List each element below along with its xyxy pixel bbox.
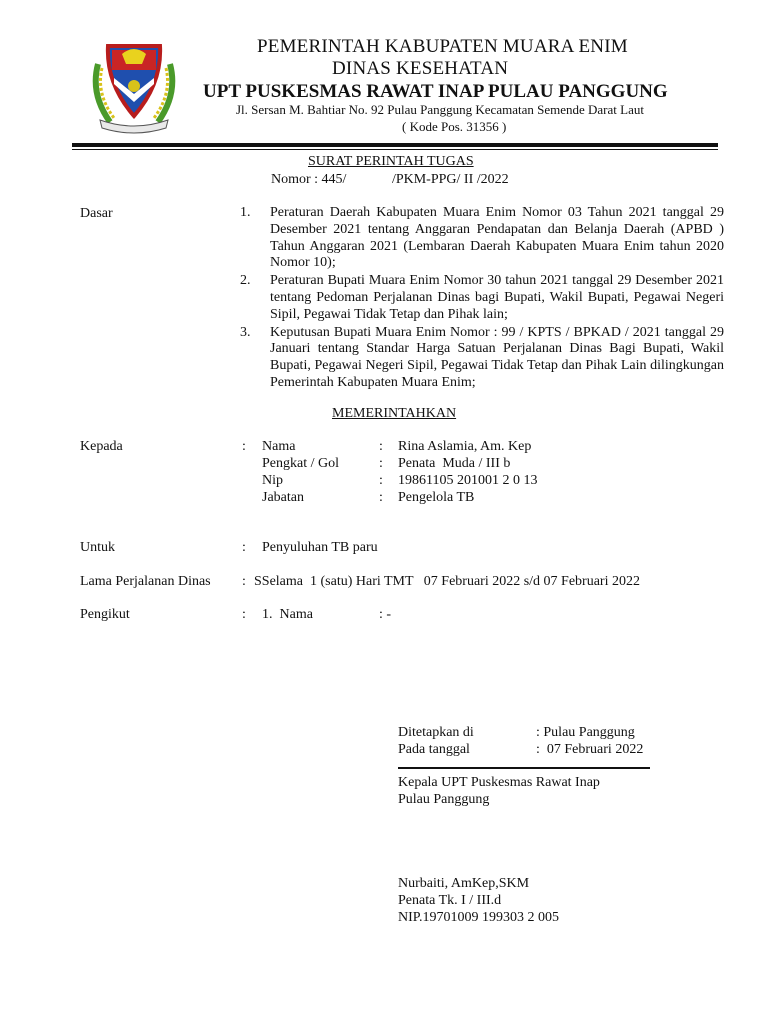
dasar-list	[240, 205, 724, 393]
ditetapkan-label: Ditetapkan di	[398, 725, 474, 740]
header-postal-code: ( Kode Pos. 31356 )	[402, 119, 507, 134]
list-item	[240, 273, 724, 323]
signatory-rank: Penata Tk. I / III.d	[398, 893, 502, 908]
regency-emblem-icon	[88, 34, 180, 134]
field-value-nama: Rina Aslamia, Am. Kep	[398, 439, 532, 454]
signatory-office: Kepala UPT Puskesmas Rawat Inap	[398, 775, 600, 790]
tanggal-label: Pada tanggal	[398, 742, 470, 757]
ditetapkan-value: : Pulau Panggung	[536, 725, 635, 740]
pengikut-label: Pengikut	[80, 607, 130, 622]
pengikut-value: : -	[379, 607, 392, 622]
dasar-label: Dasar	[80, 206, 113, 221]
signatory-nip: NIP.19701009 199303 2 005	[398, 910, 560, 925]
document-title: SURAT PERINTAH TUGAS	[308, 154, 474, 169]
dasar-item-text: Keputusan Bupati Muara Enim Nomor : 99 / KPTS / BPKAD / 2021 tanggal 29 Januari tentang Standar Harga Satuan Perjalanan Dinas Bagi Bupati, Wakil Bupati, Pegawai Negeri Sipil, Pegawai Tidak Tetap dan Pihak Lain dilingkungan Pemerintah Kabupaten Muara Enim;	[270, 324, 724, 390]
header-address: Jl. Sersan M. Bahtiar No. 92 Pulau Panggung Kecamatan Semende Darat Laut	[236, 102, 644, 117]
untuk-value: Penyuluhan TB paru	[262, 540, 378, 555]
lama-value: SSelama 1 (satu) Hari TMT 07 Februari 2022 s/d 07 Februari 2022	[254, 574, 640, 589]
kepada-colon: :	[242, 439, 246, 454]
lama-colon: :	[242, 574, 246, 589]
header-institution: UPT PUSKESMAS RAWAT INAP PULAU PANGGUNG	[203, 81, 668, 102]
lama-label: Lama Perjalanan Dinas	[80, 574, 211, 589]
pengikut-item: 1. Nama	[262, 607, 313, 622]
signature-divider	[398, 767, 650, 769]
field-key-pangkat: Pengkat / Gol	[262, 456, 339, 471]
pengikut-colon: :	[242, 607, 246, 622]
field-key-nip: Nip	[262, 473, 283, 488]
untuk-label: Untuk	[80, 540, 115, 555]
field-value-nip: 19861105 201001 2 0 13	[398, 473, 538, 488]
header-government: PEMERINTAH KABUPATEN MUARA ENIM	[257, 36, 628, 57]
field-value-jabatan: Pengelola TB	[398, 490, 475, 505]
dasar-item-text: Peraturan Bupati Muara Enim Nomor 30 tahun 2021 tanggal 29 Desember 2021 tentang Pedoman Perjalanan Dinas bagi Bupati, Wakil Bupati, Pegawai Negeri Sipil, Pegawai Tidak Tetap dan Pihak lain;	[270, 273, 724, 322]
list-item	[240, 325, 724, 392]
dasar-item-text: Peraturan Daerah Kabupaten Muara Enim Nomor 03 Tahun 2021 tanggal 29 Desember 2021 tentang Anggaran Pendapatan dan Belanja Daerah (APBD ) Tahun Anggaran 2021 (Lembaran Daerah Kabupaten Muara Enim tahun 2020 Nomor 10);	[270, 205, 724, 271]
field-key-jabatan: Jabatan	[262, 490, 304, 505]
memerintahkan-heading: MEMERINTAHKAN	[332, 406, 457, 421]
tanggal-value: : 07 Februari 2022	[536, 742, 644, 757]
letterhead-rule-thin	[72, 149, 718, 150]
list-item	[240, 205, 724, 272]
field-colon: :	[379, 439, 383, 454]
letterhead-rule-thick	[72, 143, 718, 147]
signatory-name: Nurbaiti, AmKep,SKM	[398, 876, 530, 891]
untuk-colon: :	[242, 540, 246, 555]
field-colon: :	[379, 456, 383, 471]
dasar-item-number: 2.	[240, 273, 251, 289]
field-colon: :	[379, 473, 383, 488]
field-colon: :	[379, 490, 383, 505]
signatory-office-location: Pulau Panggung	[398, 792, 490, 807]
document-number: Nomor : 445/ /PKM-PPG/ II /2022	[271, 172, 509, 187]
dasar-item-number: 3.	[240, 324, 251, 340]
field-key-nama: Nama	[262, 439, 296, 454]
field-value-pangkat: Penata Muda / III b	[398, 456, 511, 471]
header-department: DINAS KESEHATAN	[332, 58, 509, 79]
kepada-label: Kepada	[80, 439, 123, 454]
dasar-item-number: 1.	[240, 205, 251, 220]
